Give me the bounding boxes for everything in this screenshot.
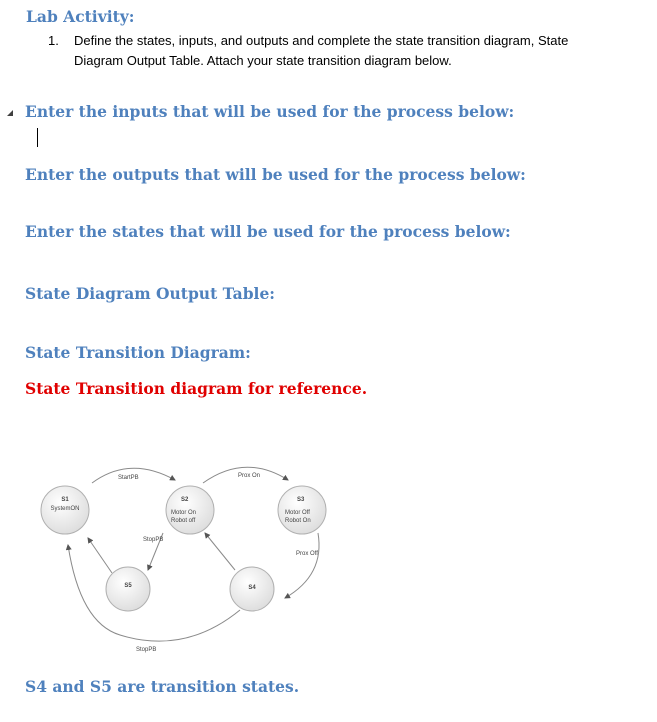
svg-text:Robot On: Robot On — [285, 518, 311, 524]
outputs-heading: Enter the outputs that will be used for the process below: — [25, 165, 526, 184]
transition-diagram-heading: State Transition Diagram: — [25, 343, 251, 362]
label-prox-off: Prox Off — [296, 551, 318, 557]
instruction-list — [48, 31, 648, 71]
reference-heading: State Transition diagram for reference. — [25, 379, 368, 398]
svg-text:S3: S3 — [297, 497, 305, 503]
state-s5 — [106, 567, 150, 611]
instruction-text — [74, 31, 654, 71]
label-prox-on: Prox On — [238, 473, 261, 479]
label-stoppb-mid: StopPB — [143, 537, 164, 543]
output-table-heading: State Diagram Output Table: — [25, 284, 276, 303]
instruction-item — [48, 31, 648, 71]
lab-activity-title: Lab Activity: — [26, 7, 135, 26]
svg-text:S1: S1 — [61, 497, 69, 503]
list-number: 1. — [48, 33, 59, 48]
state-transition-diagram — [0, 455, 360, 660]
state-s3 — [278, 486, 326, 534]
svg-text:S4: S4 — [248, 585, 256, 591]
state-s4 — [230, 567, 274, 611]
transition-s5-to-s1 — [88, 538, 112, 573]
svg-text:SystemON: SystemON — [50, 506, 80, 512]
states-heading: Enter the states that will be used for the process below: — [25, 222, 511, 241]
transition-states-note: S4 and S5 are transition states. — [25, 677, 300, 696]
svg-text:Motor Off: Motor Off — [285, 510, 310, 516]
transition-stoppb-bottom — [68, 545, 240, 641]
label-stoppb-bottom: StopPB — [136, 647, 157, 653]
collapse-heading-icon[interactable] — [7, 110, 13, 116]
svg-text:Robot off: Robot off — [171, 518, 196, 524]
inputs-heading: Enter the inputs that will be used for the process below: — [25, 102, 515, 121]
transition-prox-off — [285, 533, 319, 598]
svg-text:S2: S2 — [181, 497, 189, 503]
svg-text:S5: S5 — [124, 583, 132, 589]
text-cursor[interactable] — [37, 128, 38, 147]
label-startpb: StartPB — [118, 475, 139, 481]
instruction-line-1: Define the states, inputs, and outputs and complete the state transition diagram, State — [74, 33, 569, 48]
instruction-line-2: Diagram Output Table. Attach your state transition diagram below. — [74, 53, 452, 68]
transition-s4-to-s2 — [205, 533, 235, 570]
svg-text:Motor On: Motor On — [171, 510, 197, 516]
state-s1 — [41, 486, 89, 534]
state-s2 — [166, 486, 214, 534]
